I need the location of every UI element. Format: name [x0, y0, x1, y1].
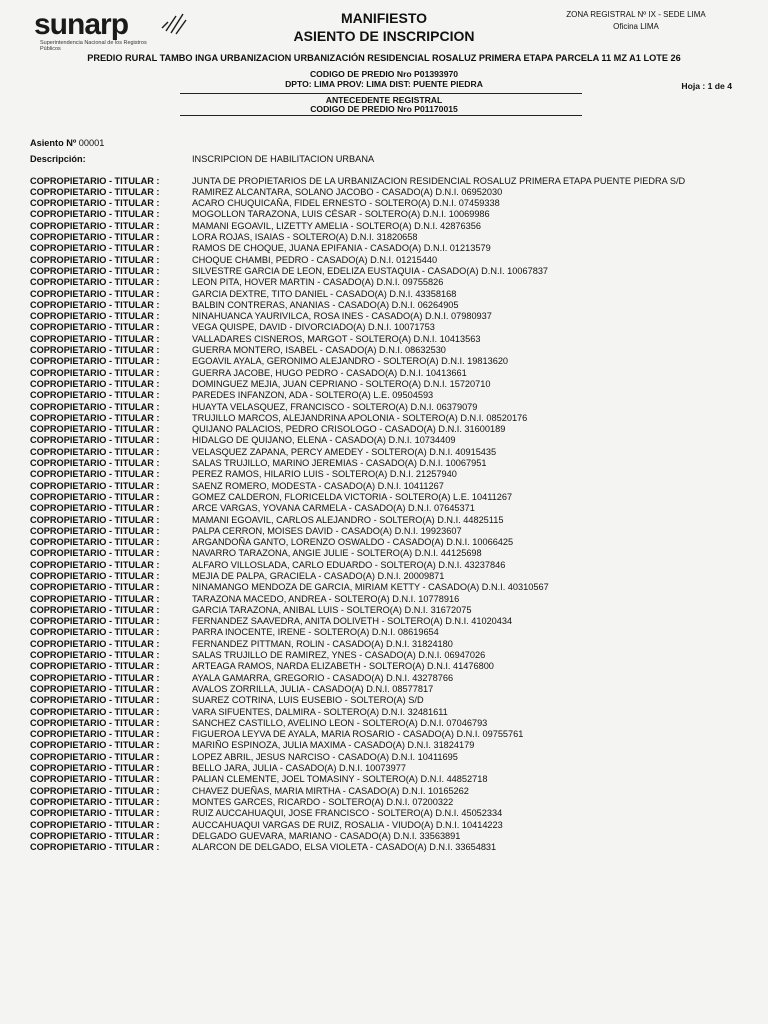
- owner-value: TRUJILLO MARCOS, ALEJANDRINA APOLONIA - SOLTERO(A) D.N.I. 08520176: [192, 412, 528, 423]
- owner-label: COPROPIETARIO - TITULAR :: [30, 435, 160, 446]
- owner-row: [30, 176, 740, 187]
- owner-value: BELLO JARA, JULIA - CASADO(A) D.N.I. 10073977: [192, 763, 406, 774]
- owner-row: [30, 289, 740, 300]
- owner-row: [30, 786, 740, 797]
- owner-row: [30, 413, 740, 424]
- owner-label: COPROPIETARIO - TITULAR :: [30, 616, 160, 627]
- owner-row: [30, 277, 740, 288]
- owner-value: GARCIA TARAZONA, ANIBAL LUIS - SOLTERO(A) D.N.I. 31672075: [192, 604, 472, 615]
- owner-label: COPROPIETARIO - TITULAR :: [30, 774, 160, 785]
- owner-value: ARGANDOÑA GANTO, LORENZO OSWALDO - CASADO(A) D.N.I. 10066425: [192, 537, 514, 548]
- owner-value: MARIÑO ESPINOZA, JULIA MAXIMA - CASADO(A) D.N.I. 31824179: [192, 740, 475, 751]
- antecedente-codigo: CODIGO DE PREDIO Nro P01170015: [310, 104, 458, 114]
- zone-info: [556, 10, 716, 34]
- owner-label: COPROPIETARIO - TITULAR :: [30, 514, 160, 525]
- owner-value: SAENZ ROMERO, MODESTA - CASADO(A) D.N.I. 10411267: [192, 480, 444, 491]
- page-number: Hoja : 1 de 4: [681, 81, 732, 91]
- owner-value: VELASQUEZ ZAPANA, PERCY AMEDEY - SOLTERO(A) D.N.I. 40915435: [192, 446, 497, 457]
- owner-label: COPROPIETARIO - TITULAR :: [30, 243, 160, 254]
- owner-row: [30, 594, 740, 605]
- owner-label: COPROPIETARIO - TITULAR :: [30, 367, 160, 378]
- owner-value: LORA ROJAS, ISAIAS - SOLTERO(A) D.N.I. 31820658: [192, 232, 418, 243]
- owner-row: [30, 198, 740, 209]
- owner-label: COPROPIETARIO - TITULAR :: [30, 311, 160, 322]
- owner-value: SALAS TRUJILLO DE RAMIREZ, YNES - CASADO(A) D.N.I. 06947026: [192, 650, 486, 661]
- owner-value: DOMINGUEZ MEJIA, JUAN CEPRIANO - SOLTERO(A) D.N.I. 15720710: [192, 378, 491, 389]
- owner-value: VEGA QUISPE, DAVID - DIVORCIADO(A) D.N.I. 10071753: [192, 322, 435, 333]
- logo-wordmark: sunarp: [34, 8, 129, 41]
- predio-title: PREDIO RURAL TAMBO INGA URBANIZACION URBANIZACIÓN RESIDENCIAL ROSALUZ PRIMERA ETAPA PARCELA 11 MZ A1 LOTE 26: [87, 53, 681, 63]
- owner-label: COPROPIETARIO - TITULAR :: [30, 537, 160, 548]
- codigo-predio: CODIGO DE PREDIO Nro P01393970: [309, 69, 459, 79]
- owner-label: COPROPIETARIO - TITULAR :: [30, 424, 160, 435]
- owner-label: COPROPIETARIO - TITULAR :: [30, 785, 160, 796]
- owner-row: [30, 266, 740, 277]
- owner-label: COPROPIETARIO - TITULAR :: [30, 650, 160, 661]
- owner-label: COPROPIETARIO - TITULAR :: [30, 638, 160, 649]
- owner-row: [30, 469, 740, 480]
- owner-label: COPROPIETARIO - TITULAR :: [30, 491, 160, 502]
- owner-row: [30, 345, 740, 356]
- owner-label: COPROPIETARIO - TITULAR :: [30, 548, 160, 559]
- owner-label: COPROPIETARIO - TITULAR :: [30, 503, 160, 514]
- owner-value: PALPA CERRON, MOISES DAVID - CASADO(A) D.N.I. 19923607: [192, 525, 462, 536]
- owner-value: PALIAN CLEMENTE, JOEL TOMASINY - SOLTERO(A) D.N.I. 44852718: [192, 774, 488, 785]
- owner-row: [30, 774, 740, 785]
- owner-value: GUERRA JACOBE, HUGO PEDRO - CASADO(A) D.N.I. 10413661: [192, 367, 467, 378]
- owner-row: [30, 571, 740, 582]
- owner-row: [30, 492, 740, 503]
- owner-value: NAVARRO TARAZONA, ANGIE JULIE - SOLTERO(A) D.N.I. 44125698: [192, 548, 482, 559]
- owner-label: COPROPIETARIO - TITULAR :: [30, 356, 160, 367]
- owner-row: [30, 368, 740, 379]
- owner-row: [30, 255, 740, 266]
- owner-label: COPROPIETARIO - TITULAR :: [30, 627, 160, 638]
- owner-value: ARCE VARGAS, YOVANA CARMELA - CASADO(A) D.N.I. 07645371: [192, 503, 475, 514]
- owner-value: SALAS TRUJILLO, MARINO JEREMIAS - CASADO(A) D.N.I. 10067951: [192, 458, 487, 469]
- owner-row: [30, 402, 740, 413]
- owner-row: [30, 752, 740, 763]
- owner-value: MONTES GARCES, RICARDO - SOLTERO(A) D.N.I. 07200322: [192, 796, 454, 807]
- owner-label: COPROPIETARIO - TITULAR :: [30, 469, 160, 480]
- owner-row: [30, 548, 740, 559]
- owner-row: [30, 515, 740, 526]
- owner-row: [30, 232, 740, 243]
- document-subtitle: ASIENTO DE INSCRIPCION: [293, 28, 475, 44]
- zone-registral: ZONA REGISTRAL Nº IX - SEDE LIMA: [566, 10, 706, 19]
- divider: [180, 93, 582, 94]
- owner-row: [30, 842, 740, 853]
- owner-row: [30, 605, 740, 616]
- owner-label: COPROPIETARIO - TITULAR :: [30, 751, 160, 762]
- owner-row: [30, 639, 740, 650]
- owner-label: COPROPIETARIO - TITULAR :: [30, 796, 160, 807]
- owner-value: HIDALGO DE QUIJANO, ELENA - CASADO(A) D.N.I. 10734409: [192, 435, 456, 446]
- owner-value: CHOQUE CHAMBI, PEDRO - CASADO(A) D.N.I. 01215440: [192, 254, 438, 265]
- owner-row: [30, 209, 740, 220]
- owner-row: [30, 673, 740, 684]
- owner-label: COPROPIETARIO - TITULAR :: [30, 345, 160, 356]
- owner-label: COPROPIETARIO - TITULAR :: [30, 175, 160, 186]
- antecedente-title: ANTECEDENTE REGISTRAL: [325, 95, 443, 105]
- document-header: [0, 0, 768, 130]
- owner-label: COPROPIETARIO - TITULAR :: [30, 198, 160, 209]
- owner-label: COPROPIETARIO - TITULAR :: [30, 819, 160, 830]
- owner-label: COPROPIETARIO - TITULAR :: [30, 401, 160, 412]
- owner-row: [30, 447, 740, 458]
- owner-row: [30, 458, 740, 469]
- owner-row: [30, 537, 740, 548]
- owner-row: [30, 831, 740, 842]
- owner-row: [30, 356, 740, 367]
- owner-value: GARCIA DEXTRE, TITO DANIEL - CASADO(A) D.N.I. 43358168: [192, 288, 457, 299]
- asiento-body: [30, 138, 740, 853]
- owner-value: AVALOS ZORRILLA, JULIA - CASADO(A) D.N.I. 08577817: [192, 683, 434, 694]
- owner-row: [30, 334, 740, 345]
- owner-value: ARTEAGA RAMOS, NARDA ELIZABETH - SOLTERO(A) D.N.I. 41476800: [192, 661, 494, 672]
- owner-value: NINAHUANCA YAURIVILCA, ROSA INES - CASADO(A) D.N.I. 07980937: [192, 311, 492, 322]
- owner-label: COPROPIETARIO - TITULAR :: [30, 763, 160, 774]
- owner-label: COPROPIETARIO - TITULAR :: [30, 729, 160, 740]
- owner-label: COPROPIETARIO - TITULAR :: [30, 186, 160, 197]
- owner-row: [30, 435, 740, 446]
- owner-value: ALARCON DE DELGADO, ELSA VIOLETA - CASADO(A) D.N.I. 33654831: [192, 842, 497, 853]
- owner-value: QUIJANO PALACIOS, PEDRO CRISOLOGO - CASADO(A) D.N.I. 31600189: [192, 424, 506, 435]
- owner-row: [30, 695, 740, 706]
- owner-value: MOGOLLON TARAZONA, LUIS CÉSAR - SOLTERO(A) D.N.I. 10069986: [192, 209, 490, 220]
- owner-row: [30, 616, 740, 627]
- owner-value: DELGADO GUEVARA, MARIANO - CASADO(A) D.N.I. 33563891: [192, 830, 461, 841]
- owner-value: EGOAVIL AYALA, GERONIMO ALEJANDRO - SOLTERO(A) D.N.I. 19813620: [192, 356, 509, 367]
- owner-value: MAMANI EGOAVIL, CARLOS ALEJANDRO - SOLTERO(A) D.N.I. 44825115: [192, 514, 504, 525]
- owner-value: AUCCAHUAQUI VARGAS DE RUIZ, ROSALIA - VIUDO(A) D.N.I. 10414223: [192, 819, 503, 830]
- owner-value: FERNANDEZ PITTMAN, ROLIN - CASADO(A) D.N.I. 31824180: [192, 638, 453, 649]
- owner-row: [30, 390, 740, 401]
- logo-subtitle: Superintendencia Nacional de los Registros Públicos: [40, 40, 147, 52]
- owner-value: PARRA INOCENTE, IRENE - SOLTERO(A) D.N.I. 08619654: [192, 627, 439, 638]
- owner-value: ALFARO VILLOSLADA, CARLO EDUARDO - SOLTERO(A) D.N.I. 43237846: [192, 559, 506, 570]
- owner-label: COPROPIETARIO - TITULAR :: [30, 706, 160, 717]
- owner-row: [30, 311, 740, 322]
- owner-label: COPROPIETARIO - TITULAR :: [30, 446, 160, 457]
- owner-label: COPROPIETARIO - TITULAR :: [30, 299, 160, 310]
- owner-value: FERNANDEZ SAAVEDRA, ANITA DOLIVETH - SOLTERO(A) D.N.I. 41020434: [192, 616, 513, 627]
- descripcion-row: [30, 154, 740, 165]
- owner-value: SANCHEZ CASTILLO, AVELINO LEON - SOLTERO(A) D.N.I. 07046793: [192, 717, 488, 728]
- owner-label: COPROPIETARIO - TITULAR :: [30, 288, 160, 299]
- divider: [180, 115, 582, 116]
- owner-row: [30, 684, 740, 695]
- owner-label: COPROPIETARIO - TITULAR :: [30, 265, 160, 276]
- owner-row: [30, 560, 740, 571]
- owner-row: [30, 763, 740, 774]
- owner-label: COPROPIETARIO - TITULAR :: [30, 661, 160, 672]
- owner-value: MAMANI EGOAVIL, LIZETTY AMELIA - SOLTERO(A) D.N.I. 42876356: [192, 220, 481, 231]
- owner-label: COPROPIETARIO - TITULAR :: [30, 322, 160, 333]
- owner-value: VARA SIFUENTES, DALMIRA - SOLTERO(A) D.N.I. 32481611: [192, 706, 448, 717]
- owner-value: GUERRA MONTERO, ISABEL - CASADO(A) D.N.I. 08632530: [192, 345, 446, 356]
- owner-label: COPROPIETARIO - TITULAR :: [30, 378, 160, 389]
- owner-label: COPROPIETARIO - TITULAR :: [30, 277, 160, 288]
- owner-value: ACARO CHUQUICAÑA, FIDEL ERNESTO - SOLTERO(A) D.N.I. 07459338: [192, 198, 500, 209]
- zone-office: Oficina LIMA: [613, 22, 659, 31]
- owner-value: LOPEZ ABRIL, JESUS NARCISO - CASADO(A) D.N.I. 10411695: [192, 751, 458, 762]
- owner-row: [30, 481, 740, 492]
- owner-label: COPROPIETARIO - TITULAR :: [30, 232, 160, 243]
- owner-value: RUIZ AUCCAHUAQUI, JOSE FRANCISCO - SOLTERO(A) D.N.I. 45052334: [192, 808, 503, 819]
- owner-label: COPROPIETARIO - TITULAR :: [30, 808, 160, 819]
- owner-value: FIGUEROA LEYVA DE AYALA, MARIA ROSARIO - CASADO(A) D.N.I. 09755761: [192, 729, 524, 740]
- owner-value: HUAYTA VELASQUEZ, FRANCISCO - SOLTERO(A) D.N.I. 06379079: [192, 401, 478, 412]
- owner-row: [30, 740, 740, 751]
- owner-row: [30, 650, 740, 661]
- owner-label: COPROPIETARIO - TITULAR :: [30, 695, 160, 706]
- owner-label: COPROPIETARIO - TITULAR :: [30, 458, 160, 469]
- owner-label: COPROPIETARIO - TITULAR :: [30, 333, 160, 344]
- owner-row: [30, 503, 740, 514]
- asiento-row: [30, 138, 740, 149]
- owner-row: [30, 627, 740, 638]
- owner-row: [30, 718, 740, 729]
- owner-label: COPROPIETARIO - TITULAR :: [30, 672, 160, 683]
- owner-label: COPROPIETARIO - TITULAR :: [30, 209, 160, 220]
- owner-row: [30, 661, 740, 672]
- owner-value: MEJIA DE PALPA, GRACIELA - CASADO(A) D.N.I. 20009871: [192, 570, 445, 581]
- owner-label: COPROPIETARIO - TITULAR :: [30, 842, 160, 853]
- owner-value: LEON PITA, HOVER MARTIN - CASADO(A) D.N.I. 09755826: [192, 277, 444, 288]
- owner-label: COPROPIETARIO - TITULAR :: [30, 254, 160, 265]
- asiento-number: 00001: [78, 138, 105, 148]
- ubicacion: DPTO: LIMA PROV: LIMA DIST: PUENTE PIEDRA: [285, 79, 483, 89]
- owner-row: [30, 322, 740, 333]
- owner-label: COPROPIETARIO - TITULAR :: [30, 740, 160, 751]
- owner-label: COPROPIETARIO - TITULAR :: [30, 604, 160, 615]
- owner-label: COPROPIETARIO - TITULAR :: [30, 570, 160, 581]
- owner-value: VALLADARES CISNEROS, MARGOT - SOLTERO(A) D.N.I. 10413563: [192, 333, 481, 344]
- owner-label: COPROPIETARIO - TITULAR :: [30, 480, 160, 491]
- owners-list: [30, 176, 740, 854]
- owner-row: [30, 820, 740, 831]
- owner-value: PAREDES INFANZON, ADA - SOLTERO(A) L.E. 09504593: [192, 390, 434, 401]
- owner-value: RAMIREZ ALCANTARA, SOLANO JACOBO - CASADO(A) D.N.I. 06952030: [192, 186, 503, 197]
- owner-label: COPROPIETARIO - TITULAR :: [30, 717, 160, 728]
- descripcion-value: INSCRIPCION DE HABILITACION URBANA: [192, 154, 375, 165]
- owner-row: [30, 221, 740, 232]
- owner-value: JUNTA DE PROPIETARIOS DE LA URBANIZACION RESIDENCIAL ROSALUZ PRIMERA ETAPA PUENTE PIEDRA S/D: [192, 175, 686, 186]
- owner-label: COPROPIETARIO - TITULAR :: [30, 412, 160, 423]
- owner-row: [30, 582, 740, 593]
- owner-row: [30, 729, 740, 740]
- owner-value: CHAVEZ DUEÑAS, MARIA MIRTHA - CASADO(A) D.N.I. 10165262: [192, 785, 469, 796]
- owner-label: COPROPIETARIO - TITULAR :: [30, 220, 160, 231]
- owner-row: [30, 243, 740, 254]
- descripcion-label: Descripción:: [30, 154, 86, 165]
- owner-row: [30, 797, 740, 808]
- owner-value: RAMOS DE CHOQUE, JUANA EPIFANIA - CASADO(A) D.N.I. 01213579: [192, 243, 491, 254]
- owner-row: [30, 424, 740, 435]
- owner-value: PEREZ RAMOS, HILARIO LUIS - SOLTERO(A) D.N.I. 21257940: [192, 469, 457, 480]
- owner-label: COPROPIETARIO - TITULAR :: [30, 582, 160, 593]
- owner-label: COPROPIETARIO - TITULAR :: [30, 525, 160, 536]
- owner-row: [30, 300, 740, 311]
- owner-value: BALBIN CONTRERAS, ANANIAS - CASADO(A) D.N.I. 06264905: [192, 299, 459, 310]
- owner-value: SILVESTRE GARCIA DE LEON, EDELIZA EUSTAQUIA - CASADO(A) D.N.I. 10067837: [192, 265, 549, 276]
- owner-value: AYALA GAMARRA, GREGORIO - CASADO(A) D.N.I. 43278766: [192, 672, 454, 683]
- owner-value: SUAREZ COTRINA, LUIS EUSEBIO - SOLTERO(A) S/D: [192, 695, 424, 706]
- owner-label: COPROPIETARIO - TITULAR :: [30, 683, 160, 694]
- owner-value: TARAZONA MACEDO, ANDREA - SOLTERO(A) D.N.I. 10778916: [192, 593, 460, 604]
- owner-label: COPROPIETARIO - TITULAR :: [30, 830, 160, 841]
- owner-row: [30, 379, 740, 390]
- asiento-label: Asiento Nº: [30, 138, 77, 148]
- owner-row: [30, 808, 740, 819]
- owner-value: NINAMANGO MENDOZA DE GARCIA, MIRIAM KETTY - CASADO(A) D.N.I. 40310567: [192, 582, 549, 593]
- owner-label: COPROPIETARIO - TITULAR :: [30, 390, 160, 401]
- document-title: MANIFIESTO: [340, 10, 428, 26]
- owner-label: COPROPIETARIO - TITULAR :: [30, 593, 160, 604]
- owner-row: [30, 707, 740, 718]
- owner-row: [30, 187, 740, 198]
- owner-row: [30, 526, 740, 537]
- owner-value: GOMEZ CALDERON, FLORICELDA VICTORIA - SOLTERO(A) L.E. 10411267: [192, 491, 513, 502]
- owner-label: COPROPIETARIO - TITULAR :: [30, 559, 160, 570]
